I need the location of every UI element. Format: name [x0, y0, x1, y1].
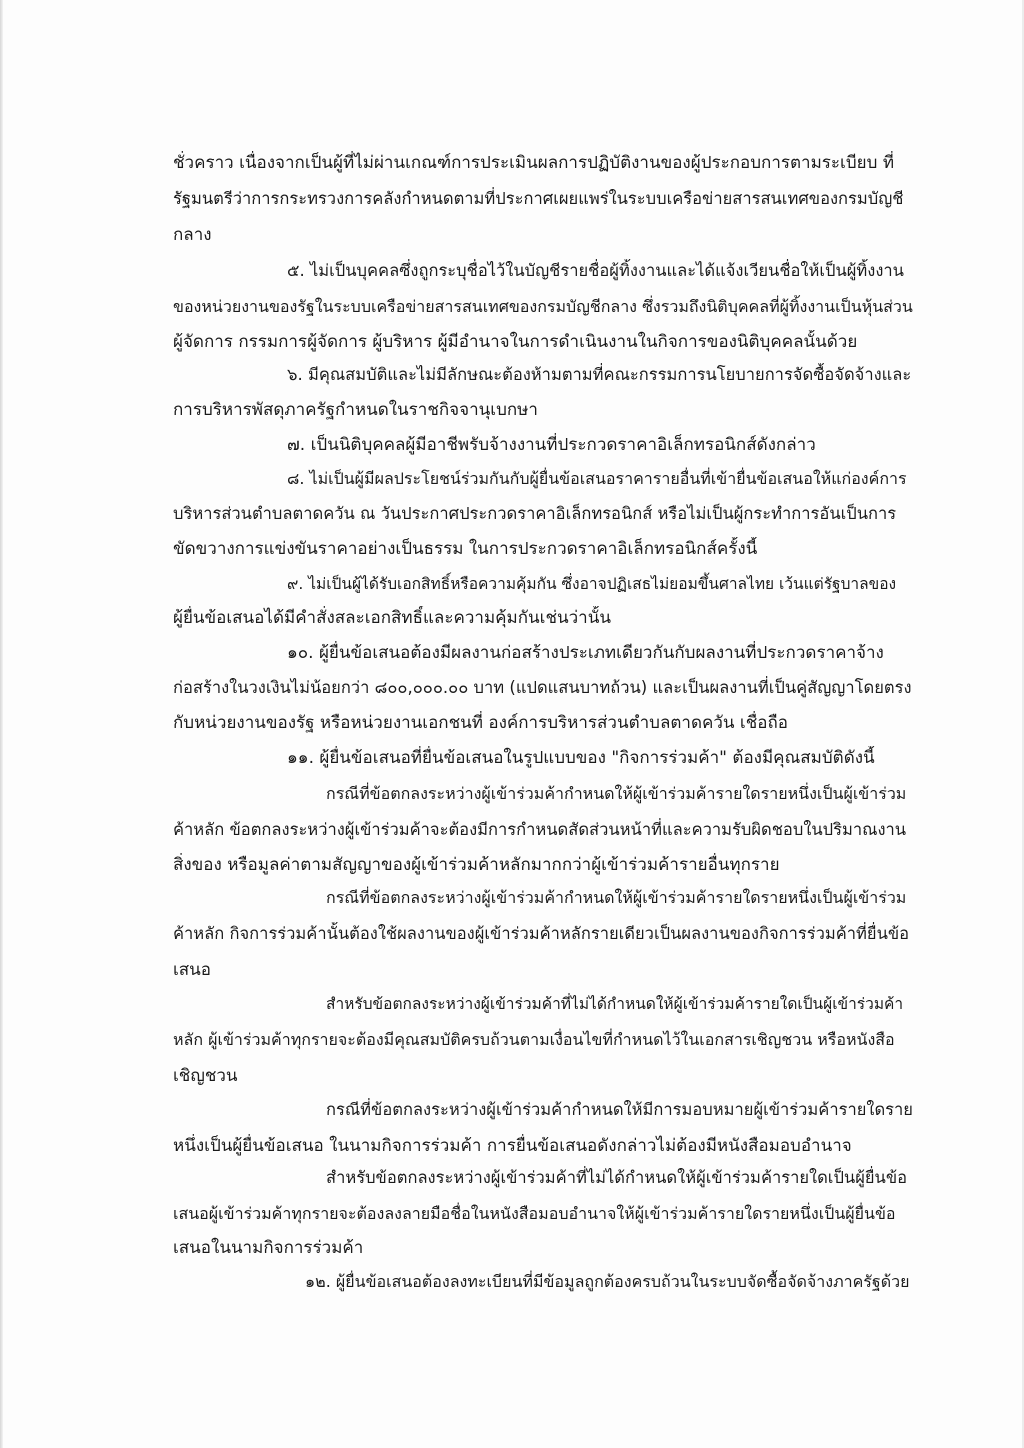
clause-10: ๑๐. ผู้ยื่นข้อเสนอต้องมีผลงานก่อสร้างประเภทเดียวกันกับผลงานที่ประกวดราคาจ้าง [287, 643, 884, 663]
text-line: สำหรับข้อตกลงระหว่างผู้เข้าร่วมค้าที่ไม่ได้กำหนดให้ผู้เข้าร่วมค้ารายใดเป็นผู้ยื่นข้อ [326, 1168, 908, 1187]
clause-11: ๑๑. ผู้ยื่นข้อเสนอที่ยื่นข้อเสนอในรูปแบบของ "กิจการร่วมค้า" ต้องมีคุณสมบัติดังนี้ [287, 748, 875, 768]
text-line: สิ่งของ หรือมูลค่าตามสัญญาของผู้เข้าร่วมค้าหลักมากกว่าผู้เข้าร่วมค้ารายอื่นทุกราย [173, 855, 780, 875]
text-line: ค้าหลัก ข้อตกลงระหว่างผู้เข้าร่วมค้าจะต้องมีการกำหนดสัดส่วนหน้าที่และความรับผิดชอบในปริมาณงาน [173, 820, 907, 839]
text-line: กรณีที่ข้อตกลงระหว่างผู้เข้าร่วมค้ากำหนดให้ผู้เข้าร่วมค้ารายใดรายหนึ่งเป็นผู้เข้าร่วม [326, 784, 907, 803]
clause-6: ๖. มีคุณสมบัติและไม่มีลักษณะต้องห้ามตามที่คณะกรรมการนโยบายการจัดซื้อจัดจ้างและ [287, 365, 912, 384]
text-line: บริหารส่วนตำบลตาดควัน ณ วันประกาศประกวดราคาอิเล็กทรอนิกส์ หรือไม่เป็นผู้กระทำการอันเป็นการ [173, 504, 897, 523]
text-line: กลาง [173, 225, 212, 245]
text-line: ขัดขวางการแข่งขันราคาอย่างเป็นธรรม ในการประกวดราคาอิเล็กทรอนิกส์ครั้งนี้ [173, 539, 758, 559]
clause-7: ๗. เป็นนิติบุคคลผู้มีอาชีพรับจ้างงานที่ประกวดราคาอิเล็กทรอนิกส์ดังกล่าว [287, 435, 816, 455]
text-line: ผู้จัดการ กรรมการผู้จัดการ ผู้บริหาร ผู้มีอำนาจในการดำเนินงานในกิจการของนิติบุคคลนั้นด้วย [173, 332, 858, 352]
text-line: เสนอ [173, 960, 212, 980]
text-line: ชั่วคราว เนื่องจากเป็นผู้ที่ไม่ผ่านเกณฑ์การประเมินผลการปฏิบัติงานของผู้ประกอบการตามระเบียบ ที่ [173, 153, 895, 173]
text-line: ของหน่วยงานของรัฐในระบบเครือข่ายสารสนเทศของกรมบัญชีกลาง ซึ่งรวมถึงนิติบุคคลที่ผู้ทิ้งงานเป็นหุ้นส่วน [173, 297, 913, 316]
text-line: หนึ่งเป็นผู้ยื่นข้อเสนอ ในนามกิจการร่วมค้า การยื่นข้อเสนอดังกล่าวไม่ต้องมีหนังสือมอบอำนาจ [173, 1136, 852, 1156]
text-line: การบริหารพัสดุภาครัฐกำหนดในราชกิจจานุเบกษา [173, 400, 538, 420]
text-line: เชิญชวน [173, 1066, 238, 1086]
clause-12: ๑๒. ผู้ยื่นข้อเสนอต้องลงทะเบียนที่มีข้อมูลถูกต้องครบถ้วนในระบบจัดซื้อจัดจ้างภาครัฐด้วย [305, 1272, 910, 1291]
text-line: เสนอผู้เข้าร่วมค้าทุกรายจะต้องลงลายมือชื่อในหนังสือมอบอำนาจให้ผู้เข้าร่วมค้ารายใดรายหนึ่งเป็นผู้ยื่นข้อ [173, 1204, 896, 1223]
text-line: รัฐมนตรีว่าการกระทรวงการคลังกำหนดตามที่ประกาศเผยแพร่ในระบบเครือข่ายสารสนเทศของกรมบัญชี [173, 189, 904, 208]
clause-5: ๕. ไม่เป็นบุคคลซึ่งถูกระบุชื่อไว้ในบัญชีรายชื่อผู้ทิ้งงานและได้แจ้งเวียนชื่อให้เป็นผู้ทิ้งงาน [287, 261, 904, 280]
text-line: ก่อสร้างในวงเงินไม่น้อยกว่า ๘๐๐,๐๐๐.๐๐ บาท (แปดแสนบาทถ้วน) และเป็นผลงานที่เป็นคู่สัญญาโดยตรง [173, 678, 912, 697]
clause-9: ๙. ไม่เป็นผู้ได้รับเอกสิทธิ์หรือความคุ้มกัน ซึ่งอาจปฏิเสธไม่ยอมขึ้นศาลไทย เว้นแต่รัฐบาลของ [287, 575, 897, 593]
text-line: เสนอในนามกิจการร่วมค้า [173, 1238, 364, 1258]
clause-8: ๘. ไม่เป็นผู้มีผลประโยชน์ร่วมกันกับผู้ยื่นข้อเสนอราคารายอื่นที่เข้ายื่นข้อเสนอให้แก่องค์การ [287, 469, 907, 488]
text-line: ผู้ยื่นข้อเสนอได้มีคำสั่งสละเอกสิทธิ์และความคุ้มกันเช่นว่านั้น [173, 608, 611, 628]
text-line: กรณีที่ข้อตกลงระหว่างผู้เข้าร่วมค้ากำหนดให้มีการมอบหมายผู้เข้าร่วมค้ารายใดราย [326, 1100, 913, 1119]
text-line: กับหน่วยงานของรัฐ หรือหน่วยงานเอกชนที่ องค์การบริหารส่วนตำบลตาดควัน เชื่อถือ [173, 713, 788, 733]
text-line: กรณีที่ข้อตกลงระหว่างผู้เข้าร่วมค้ากำหนดให้ผู้เข้าร่วมค้ารายใดรายหนึ่งเป็นผู้เข้าร่วม [326, 888, 907, 907]
text-line: หลัก ผู้เข้าร่วมค้าทุกรายจะต้องมีคุณสมบัติครบถ้วนตามเงื่อนไขที่กำหนดไว้ในเอกสารเชิญชวน หรือหนังสือ [173, 1030, 895, 1049]
text-line: สำหรับข้อตกลงระหว่างผู้เข้าร่วมค้าที่ไม่ได้กำหนดให้ผู้เข้าร่วมค้ารายใดเป็นผู้เข้าร่วมค้า [326, 995, 904, 1013]
text-line: ค้าหลัก กิจการร่วมค้านั้นต้องใช้ผลงานของผู้เข้าร่วมค้าหลักรายเดียวเป็นผลงานของกิจการร่วมค้าที่ยื่นข้อ [173, 924, 910, 943]
